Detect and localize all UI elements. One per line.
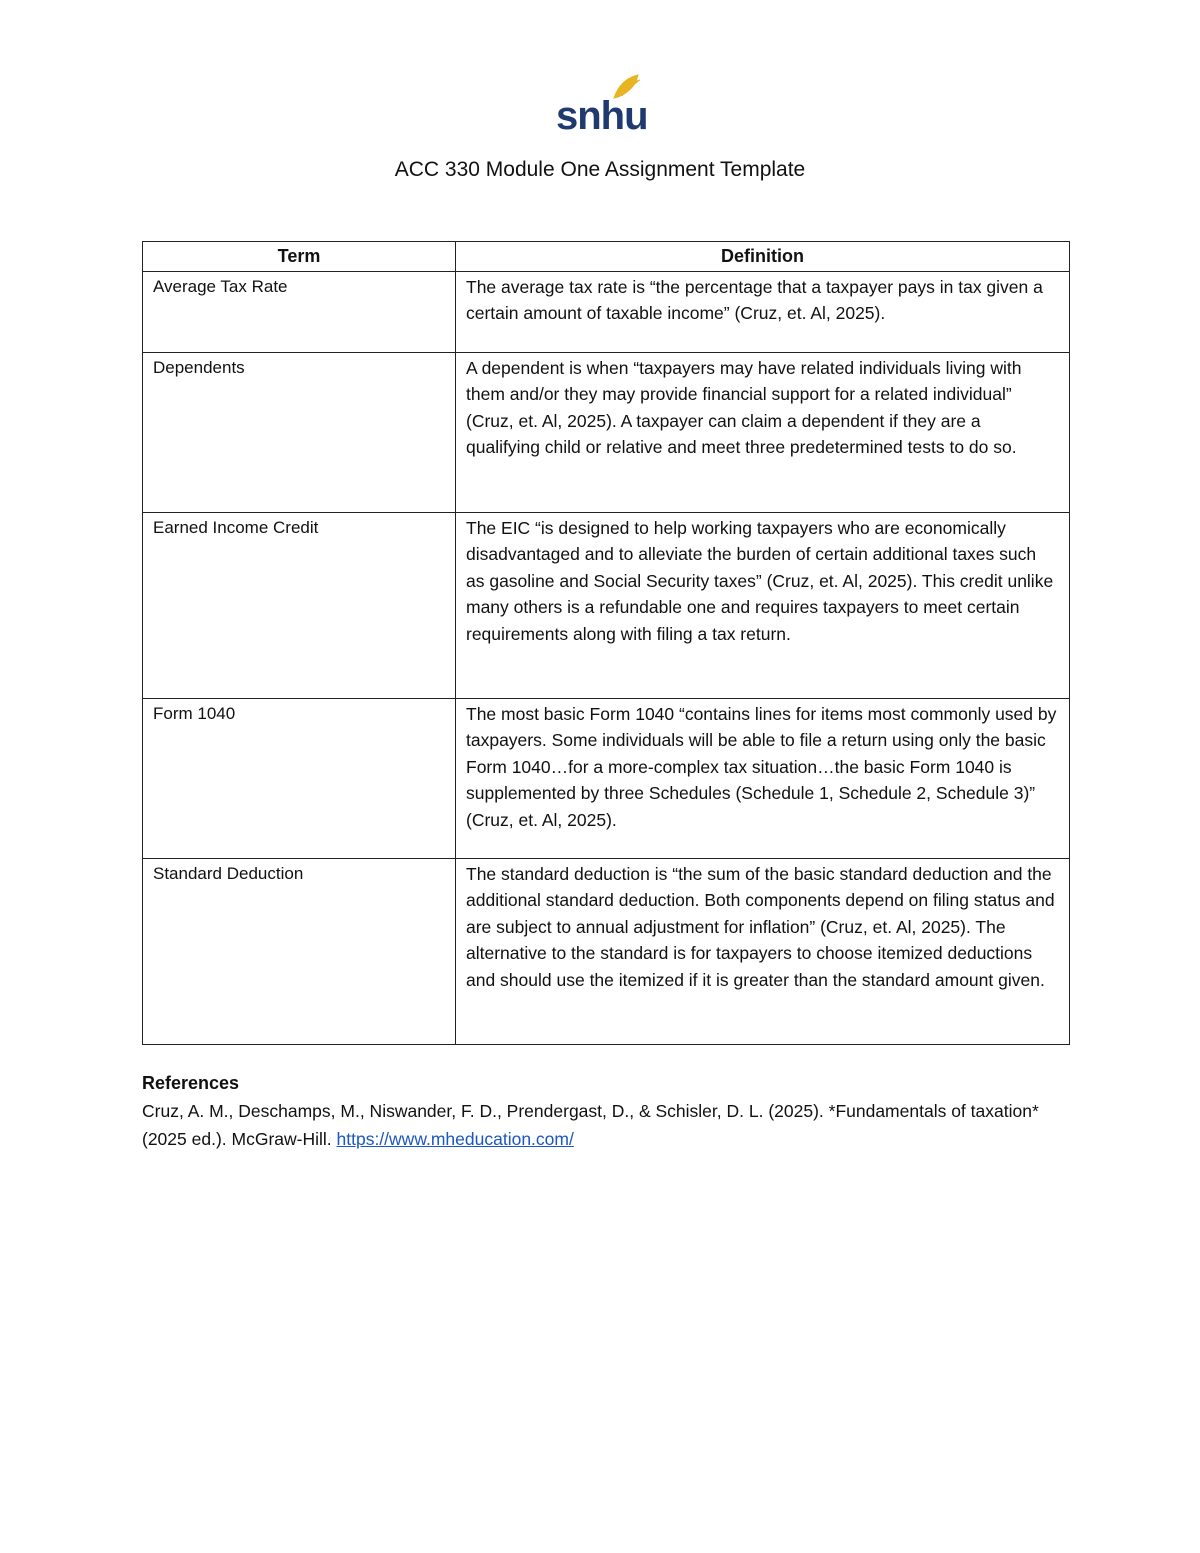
logo-wordmark: snhu [556, 94, 648, 134]
header-term: Term [143, 242, 456, 272]
term-cell: Standard Deduction [143, 858, 456, 1044]
term-cell: Dependents [143, 352, 456, 512]
table-row [143, 512, 1070, 698]
snhu-logo [552, 72, 648, 134]
definition-cell: The most basic Form 1040 “contains lines for items most commonly used by taxpayers. Some individuals will be able to file a return using only the basic Form 1040…for a more-complex tax situation…the basic Form 1040 is supplemented by three Schedules (Schedule 1, Schedule 2, Schedule 3)” (Cruz, et. Al, 2025). [456, 698, 1070, 858]
reference-link[interactable]: https://www.mheducation.com/ [336, 1129, 574, 1149]
definition-cell: The average tax rate is “the percentage that a taxpayer pays in tax given a certain amount of taxable income” (Cruz, et. Al, 2025). [456, 271, 1070, 352]
header-definition: Definition [456, 242, 1070, 272]
definition-cell: The EIC “is designed to help working taxpayers who are economically disadvantaged and to alleviate the burden of certain additional taxes such as gasoline and Social Security taxes” (Cruz, et. Al, 2025). This credit unlike many others is a refundable one and requires taxpayers to meet certain requirements along with filing a tax return. [456, 512, 1070, 698]
snhu-logo-graphic [552, 72, 648, 134]
table-row [143, 698, 1070, 858]
table-row [143, 271, 1070, 352]
table-row [143, 352, 1070, 512]
term-cell: Form 1040 [143, 698, 456, 858]
terms-table [142, 241, 1070, 1045]
term-cell: Earned Income Credit [143, 512, 456, 698]
page-title: ACC 330 Module One Assignment Template [394, 158, 806, 181]
table-row [143, 858, 1070, 1044]
definition-cell: The standard deduction is “the sum of the basic standard deduction and the additional standard deduction. Both components depend on filing status and are subject to annual adjustment for inflation” (Cruz, et. Al, 2025). The alternative to the standard is for taxpayers to choose itemized deductions and should use the itemized if it is greater than the standard amount given. [456, 858, 1070, 1044]
term-cell: Average Tax Rate [143, 271, 456, 352]
reference-citation: Cruz, A. M., Deschamps, M., Niswander, F. D., Prendergast, D., & Schisler, D. L. (2025). *Fundamentals of taxation* (2025 ed.). McGraw-Hill. [142, 1101, 1039, 1149]
definition-cell: A dependent is when “taxpayers may have related individuals living with them and/or they may provide financial support for a related individual” (Cruz, et. Al, 2025). A taxpayer can claim a dependent if they are a qualifying child or relative and meet three predetermined tests to do so. [456, 352, 1070, 512]
references-heading: References [142, 1073, 240, 1093]
table-header-row [143, 242, 1070, 272]
references-section [142, 1069, 1072, 1153]
